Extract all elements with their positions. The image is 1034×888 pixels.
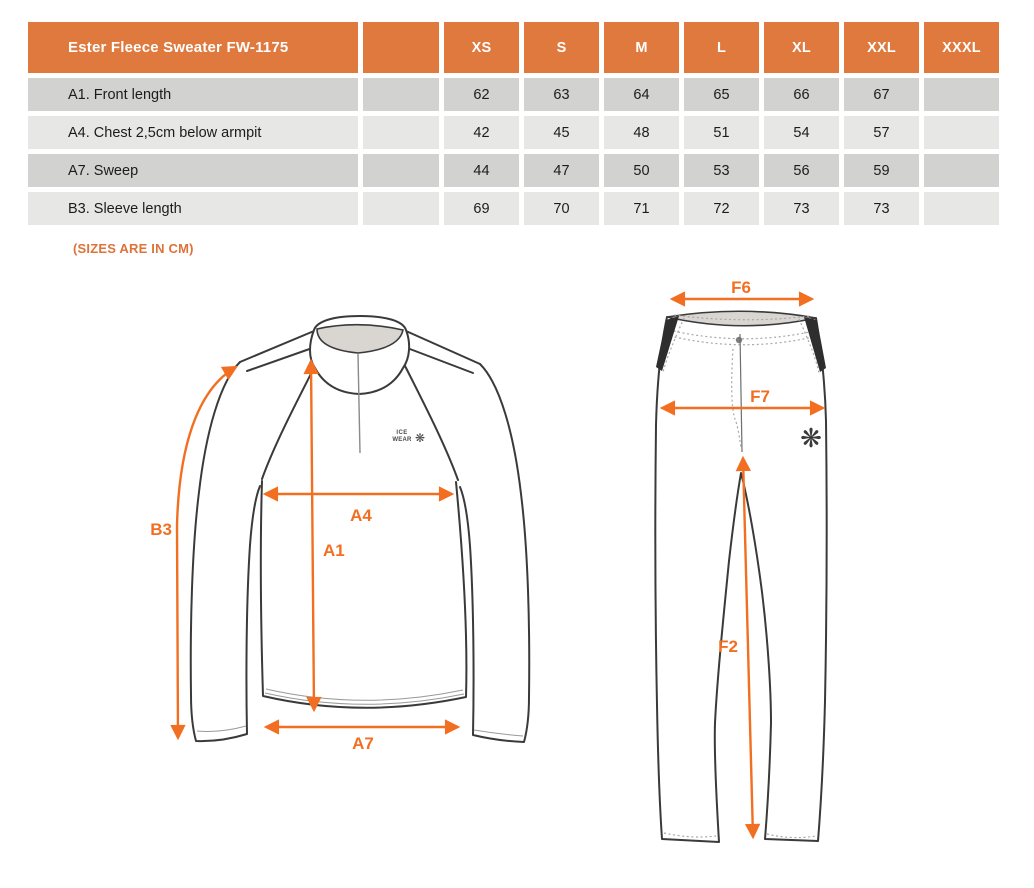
spacer-cell bbox=[363, 154, 439, 187]
size-value-cell: 48 bbox=[604, 116, 679, 149]
size-value-cell bbox=[924, 192, 999, 225]
logo-text-top: ICE bbox=[396, 430, 408, 436]
fly-stitch bbox=[732, 349, 741, 448]
f7-label: F7 bbox=[750, 387, 770, 406]
size-value-cell bbox=[924, 78, 999, 111]
center-front-seam bbox=[740, 334, 742, 452]
b3-label: B3 bbox=[150, 520, 172, 539]
logo-text-bottom: WEAR bbox=[392, 437, 412, 443]
size-header-xs: XS bbox=[444, 22, 519, 73]
size-value-cell: 63 bbox=[524, 78, 599, 111]
size-value-cell: 59 bbox=[844, 154, 919, 187]
spacer-cell bbox=[363, 116, 439, 149]
size-value-cell: 50 bbox=[604, 154, 679, 187]
right-pocket-facing bbox=[804, 317, 826, 372]
size-value-cell: 47 bbox=[524, 154, 599, 187]
waist-button bbox=[736, 337, 742, 343]
size-header-s: S bbox=[524, 22, 599, 73]
size-value-cell: 69 bbox=[444, 192, 519, 225]
size-value-cell: 51 bbox=[684, 116, 759, 149]
table-row bbox=[28, 192, 999, 225]
sweater-left-sleeve bbox=[191, 362, 260, 741]
size-header-m: M bbox=[604, 22, 679, 73]
f6-label: F6 bbox=[731, 278, 751, 297]
measure-label: A4. Chest 2,5cm below armpit bbox=[28, 116, 358, 149]
left-pocket-facing bbox=[656, 316, 679, 371]
size-value-cell: 45 bbox=[524, 116, 599, 149]
size-header-l: L bbox=[684, 22, 759, 73]
table-row bbox=[28, 116, 999, 149]
size-header-xxxl: XXXL bbox=[924, 22, 999, 73]
snowflake-icon: ❋ bbox=[800, 423, 822, 453]
size-header-xl: XL bbox=[764, 22, 839, 73]
size-value-cell: 64 bbox=[604, 78, 679, 111]
table-header-row bbox=[28, 22, 999, 73]
size-header-xxl: XXL bbox=[844, 22, 919, 73]
measurement-diagram bbox=[130, 278, 940, 870]
size-value-cell: 73 bbox=[844, 192, 919, 225]
f2-arrow bbox=[743, 458, 753, 837]
size-value-cell: 71 bbox=[604, 192, 679, 225]
sweater-right-sleeve bbox=[460, 364, 529, 742]
sweater-diagram bbox=[150, 316, 529, 753]
size-value-cell: 66 bbox=[764, 78, 839, 111]
size-value-cell: 72 bbox=[684, 192, 759, 225]
size-value-cell: 67 bbox=[844, 78, 919, 111]
measure-label: B3. Sleeve length bbox=[28, 192, 358, 225]
table-row bbox=[28, 154, 999, 187]
size-value-cell bbox=[924, 154, 999, 187]
spacer-column-header bbox=[363, 22, 439, 73]
b3-arrow bbox=[177, 367, 236, 738]
size-value-cell: 57 bbox=[844, 116, 919, 149]
measure-label: A7. Sweep bbox=[28, 154, 358, 187]
spacer-cell bbox=[363, 78, 439, 111]
f2-label: F2 bbox=[718, 637, 738, 656]
size-value-cell: 42 bbox=[444, 116, 519, 149]
size-value-cell: 56 bbox=[764, 154, 839, 187]
a1-label: A1 bbox=[323, 541, 345, 560]
size-value-cell: 53 bbox=[684, 154, 759, 187]
snowflake-icon: ❋ bbox=[414, 431, 426, 445]
a7-label: A7 bbox=[352, 734, 374, 753]
product-title: Ester Fleece Sweater FW-1175 bbox=[28, 22, 358, 73]
a1-arrow bbox=[311, 361, 314, 710]
size-value-cell bbox=[924, 116, 999, 149]
measure-label: A1. Front length bbox=[28, 78, 358, 111]
size-value-cell: 73 bbox=[764, 192, 839, 225]
size-value-cell: 44 bbox=[444, 154, 519, 187]
size-value-cell: 70 bbox=[524, 192, 599, 225]
a4-label: A4 bbox=[350, 506, 372, 525]
icewear-logo bbox=[392, 430, 425, 445]
size-value-cell: 54 bbox=[764, 116, 839, 149]
spacer-cell bbox=[363, 192, 439, 225]
table-row bbox=[28, 78, 999, 111]
size-table bbox=[23, 17, 1004, 230]
waistband-inner bbox=[667, 311, 816, 326]
pants-diagram bbox=[655, 278, 826, 842]
size-value-cell: 65 bbox=[684, 78, 759, 111]
size-value-cell: 62 bbox=[444, 78, 519, 111]
sizes-note: (SIZES ARE IN CM) bbox=[73, 241, 194, 256]
